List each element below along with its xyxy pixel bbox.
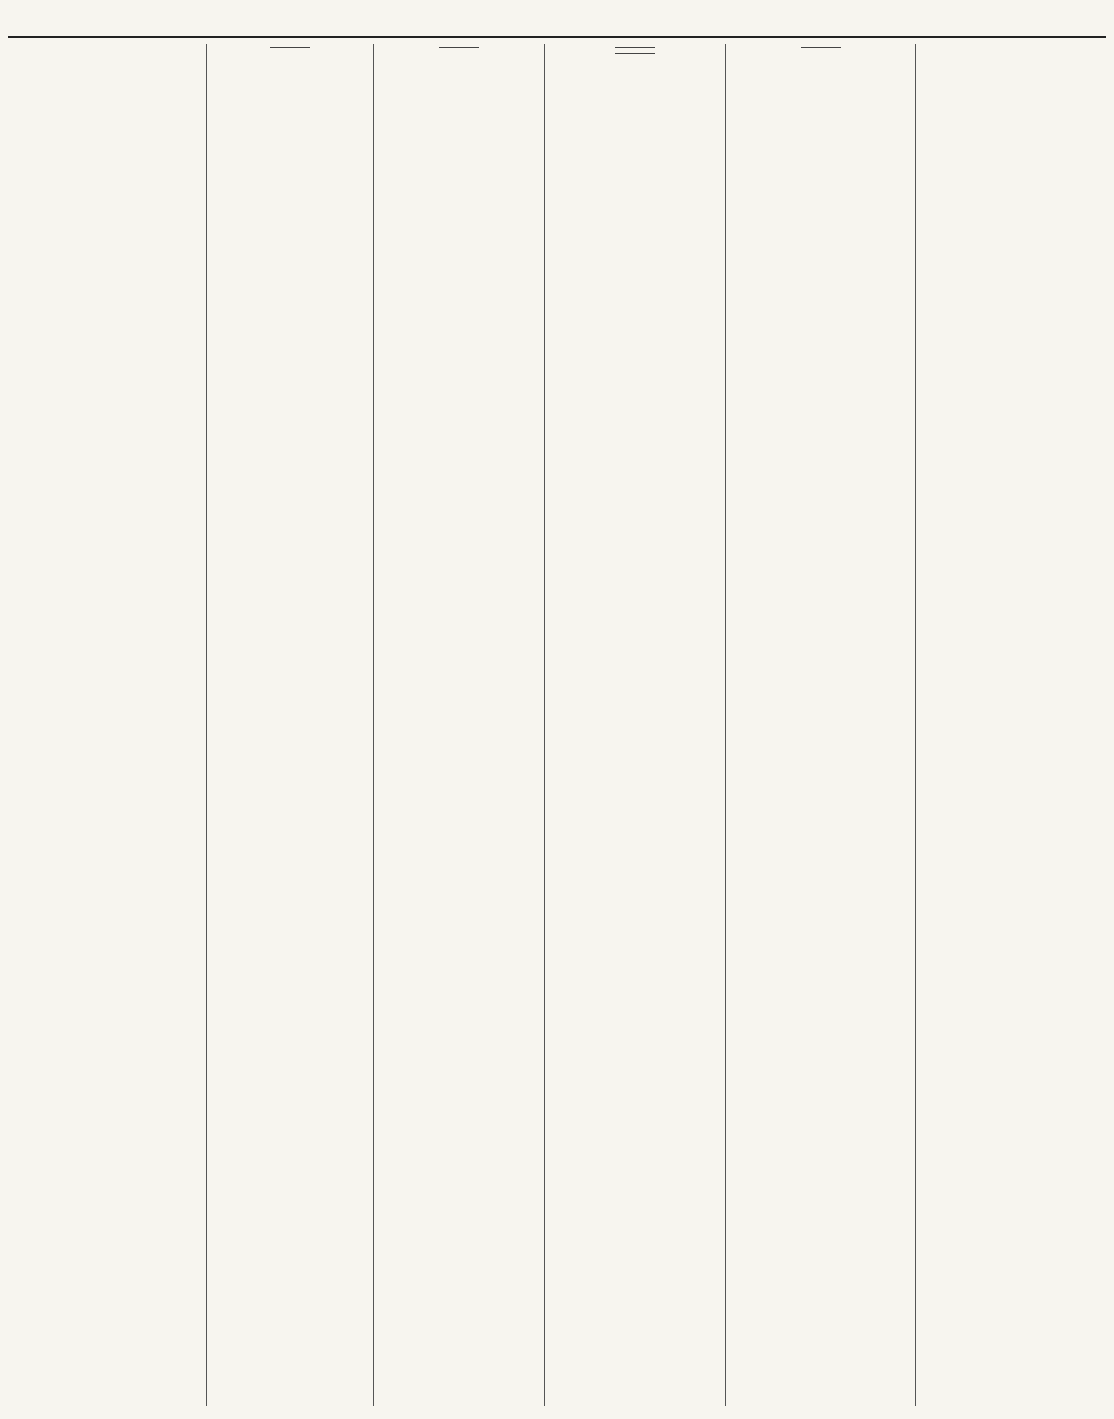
column-divider	[206, 44, 207, 1406]
article-separator	[615, 47, 655, 48]
masthead-rule	[8, 36, 1106, 38]
article-separator	[270, 47, 310, 48]
article-separator	[615, 53, 655, 54]
column-divider	[725, 44, 726, 1406]
column-divider	[373, 44, 374, 1406]
column-customs	[731, 42, 910, 1410]
column-canada	[212, 42, 368, 1410]
article-separator	[801, 47, 841, 48]
column-alphabetical	[550, 42, 720, 1410]
article-separator	[439, 47, 479, 48]
column-unclaimed-letters	[921, 42, 1105, 1410]
column-divider	[544, 44, 545, 1406]
column-war-nz	[12, 42, 200, 1410]
column-food	[379, 42, 539, 1410]
masthead	[0, 0, 1114, 38]
column-divider	[915, 44, 916, 1406]
